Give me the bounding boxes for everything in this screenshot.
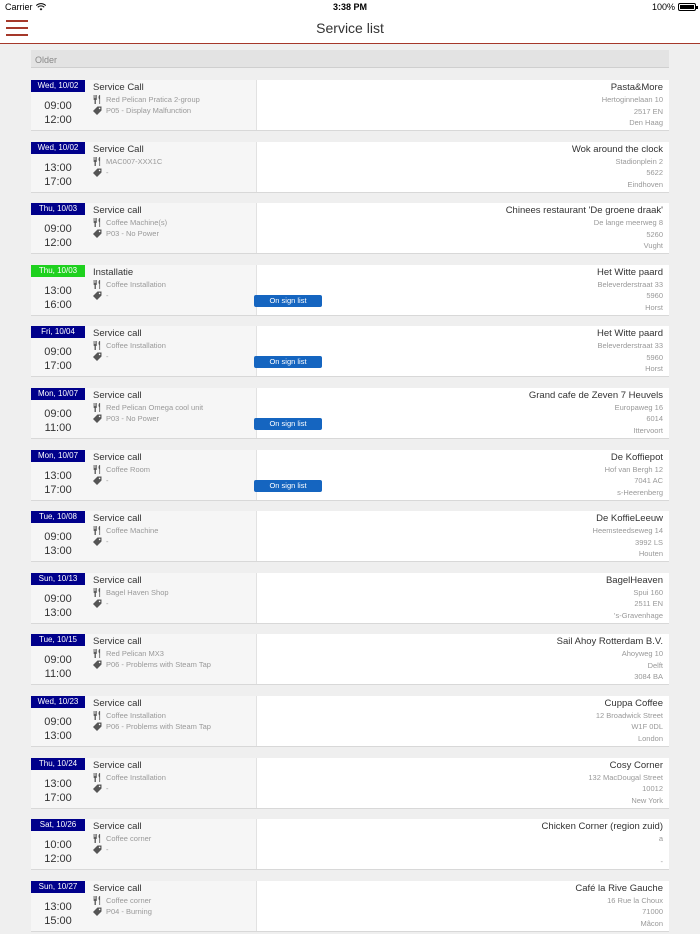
service-type: Service call: [93, 205, 142, 217]
time-range: [31, 715, 85, 743]
service-item[interactable]: [31, 511, 669, 562]
service-item-details: [31, 265, 257, 315]
address-line: -: [660, 857, 663, 867]
machine-row: [93, 95, 200, 104]
tag-icon: [93, 106, 102, 115]
date-badge: Wed, 10/23: [31, 696, 85, 708]
service-type: Service call: [93, 574, 142, 586]
date-badge: Sat, 10/26: [31, 819, 85, 831]
problem-row: [93, 168, 109, 177]
on-sign-list-button[interactable]: On sign list: [254, 295, 322, 307]
address-line: Mâcon: [640, 918, 663, 928]
tag-icon: [93, 352, 102, 361]
service-type: Service call: [93, 821, 142, 833]
customer-name: Het Witte paard: [597, 266, 663, 278]
service-item[interactable]: [31, 450, 669, 501]
end-time: 17:00: [44, 360, 72, 373]
problem-row: [93, 907, 152, 916]
machine-row: [93, 834, 151, 843]
end-time: 13:00: [44, 606, 72, 619]
customer-info: [602, 82, 663, 129]
customer-name: Cosy Corner: [609, 759, 663, 771]
end-time: 12:00: [44, 114, 72, 126]
on-sign-list-button[interactable]: On sign list: [254, 480, 322, 492]
section-header-older: Older: [31, 50, 669, 68]
tag-icon: [93, 537, 102, 546]
status-time: 3:38 PM: [332, 2, 367, 12]
address-line: s-Heerenberg: [617, 487, 663, 497]
address-line: 3992 LS: [635, 537, 663, 547]
machine-row: [93, 465, 150, 474]
address-line: 5622: [646, 168, 663, 178]
machine-label: Coffee Installation: [106, 710, 166, 720]
machine-row: [93, 218, 167, 227]
machine-label: Coffee corner: [106, 834, 152, 844]
service-item[interactable]: [31, 634, 669, 685]
machine-label: Coffee Installation: [106, 341, 166, 351]
problem-label: -: [106, 167, 109, 177]
address-line: 5960: [646, 352, 663, 362]
start-time: 13:00: [44, 777, 72, 790]
machine-row: [93, 526, 158, 535]
battery-percent: 100%: [651, 2, 675, 12]
service-item[interactable]: [31, 265, 669, 316]
service-item-details: [31, 203, 257, 253]
start-time: 09:00: [44, 592, 72, 605]
tag-icon: [93, 599, 102, 608]
cutlery-icon: [93, 773, 102, 782]
service-type: Service call: [93, 882, 142, 894]
address-line: Heemsteedseweg 14: [592, 526, 663, 536]
address-line: 10012: [642, 784, 663, 794]
start-time: 09:00: [44, 100, 72, 112]
machine-label: Coffee Machine: [106, 526, 159, 536]
address-line: 's-Gravenhage: [614, 610, 663, 620]
date-badge: Tue, 10/15: [31, 634, 85, 646]
address-line: Den Haag: [629, 118, 663, 127]
customer-info: [572, 144, 663, 191]
machine-label: MAC007-XXX1C: [106, 156, 163, 166]
service-item-details: [31, 450, 257, 500]
time-range: [31, 777, 85, 805]
tag-icon: [93, 907, 102, 916]
problem-label: P04 - Burning: [106, 906, 152, 916]
problem-label: P06 - Problems with Steam Tap: [106, 721, 211, 731]
start-time: 09:00: [44, 223, 72, 236]
start-time: 13:00: [44, 161, 72, 174]
machine-row: [93, 649, 164, 658]
date-badge: Mon, 10/07: [31, 388, 85, 400]
problem-row: [93, 414, 159, 423]
service-item-details: [31, 758, 257, 808]
machine-label: Red Pelican Omega cool unit: [106, 402, 204, 412]
time-range: [31, 592, 85, 620]
service-item-details: [31, 819, 257, 869]
customer-name: Chinees restaurant 'De groene draak': [505, 205, 663, 217]
machine-label: Red Pelican Pratica 2-group: [106, 95, 200, 104]
tag-icon: [93, 845, 102, 854]
address-line: Eindhoven: [627, 179, 663, 189]
problem-row: [93, 845, 109, 854]
problem-row: [93, 229, 159, 238]
time-range: [31, 222, 85, 250]
customer-info: [542, 821, 663, 868]
address-line: Ittervoort: [633, 425, 663, 435]
problem-row: [93, 352, 109, 361]
tag-icon: [93, 722, 102, 731]
address-line: Beleverderstraat 33: [597, 341, 663, 351]
menu-icon[interactable]: [6, 20, 28, 37]
customer-info: [606, 575, 663, 622]
time-range: [31, 99, 85, 127]
machine-row: [93, 711, 166, 720]
time-range: [31, 161, 85, 189]
start-time: 10:00: [44, 839, 72, 852]
customer-name: BagelHeaven: [605, 574, 663, 586]
address-line: Stadionplein 2: [615, 156, 663, 166]
date-badge: Tue, 10/08: [31, 511, 85, 523]
machine-label: Red Pelican MX3: [106, 649, 164, 659]
machine-row: [93, 341, 166, 350]
customer-info: [588, 760, 663, 807]
start-time: 13:00: [44, 900, 72, 913]
address-line: Hof van Bergh 12: [604, 464, 663, 474]
service-item[interactable]: [31, 326, 669, 377]
machine-label: Coffee Room: [106, 464, 151, 474]
end-time: 17:00: [44, 791, 72, 804]
customer-name: Wok around the clock: [571, 143, 663, 155]
address-line: 7041 AC: [634, 476, 663, 486]
end-time: 16:00: [44, 298, 72, 311]
on-sign-list-button[interactable]: On sign list: [254, 356, 322, 368]
machine-label: Coffee Installation: [106, 772, 166, 782]
problem-label: -: [106, 598, 109, 608]
service-type: Service call: [93, 328, 142, 340]
address-line: 2517 EN: [633, 106, 663, 116]
problem-label: -: [106, 290, 109, 300]
address-line: Houten: [638, 549, 663, 559]
customer-name: Pasta&More: [610, 82, 663, 93]
address-line: 16 Rue la Choux: [607, 895, 663, 905]
service-item[interactable]: [31, 80, 669, 131]
problem-label: -: [106, 845, 109, 855]
date-badge: Mon, 10/07: [31, 450, 85, 462]
cutlery-icon: [93, 588, 102, 597]
service-type: Service call: [93, 636, 142, 648]
end-time: 17:00: [44, 483, 72, 496]
service-item-details: [31, 326, 257, 376]
service-type: Service call: [93, 513, 142, 525]
tag-icon: [93, 229, 102, 238]
problem-label: -: [106, 352, 109, 362]
service-type: Service call: [93, 389, 142, 401]
machine-row: [93, 588, 169, 597]
address-line: W1F 0DL: [631, 722, 663, 732]
machine-row: [93, 896, 151, 905]
problem-label: P03 - No Power: [106, 413, 159, 423]
problem-row: [93, 106, 191, 115]
cutlery-icon: [93, 896, 102, 905]
date-badge: Fri, 10/04: [31, 326, 85, 338]
service-item-details: [31, 388, 257, 438]
end-time: 13:00: [44, 729, 72, 742]
machine-label: Coffee Installation: [106, 279, 166, 289]
customer-info: [506, 205, 663, 252]
tag-icon: [93, 414, 102, 423]
address-line: 5960: [646, 291, 663, 301]
service-type: Service Call: [93, 82, 144, 93]
date-badge: Sun, 10/27: [31, 881, 85, 893]
problem-label: P06 - Problems with Steam Tap: [106, 660, 211, 670]
tag-icon: [93, 168, 102, 177]
date-badge: Thu, 10/24: [31, 758, 85, 770]
problem-row: [93, 660, 211, 669]
address-line: 132 MacDougal Street: [588, 772, 663, 782]
address-line: Spui 160: [633, 587, 663, 597]
date-badge: Wed, 10/02: [31, 142, 85, 154]
service-item[interactable]: [31, 758, 669, 809]
service-item-details: [31, 573, 257, 623]
problem-row: [93, 784, 109, 793]
cutlery-icon: [93, 403, 102, 412]
address-line: 2511 EN: [634, 599, 663, 609]
service-item-details: [31, 80, 257, 130]
machine-row: [93, 280, 166, 289]
end-time: 12:00: [44, 853, 72, 866]
machine-label: Coffee Machine(s): [106, 218, 168, 228]
customer-info: [529, 390, 663, 437]
service-item-details: [31, 634, 257, 684]
customer-info: [593, 513, 663, 560]
tag-icon: [93, 784, 102, 793]
address-line: 3084 BA: [634, 672, 663, 682]
cutlery-icon: [93, 711, 102, 720]
date-badge: Thu, 10/03: [31, 265, 85, 277]
start-time: 09:00: [44, 407, 72, 420]
service-item[interactable]: [31, 388, 669, 439]
cutlery-icon: [93, 280, 102, 289]
address-line: Horst: [645, 302, 663, 312]
date-badge: Wed, 10/02: [31, 80, 85, 92]
service-type: Service call: [93, 451, 142, 463]
service-type: Service call: [93, 697, 142, 709]
problem-label: -: [106, 783, 109, 793]
customer-name: Grand cafe de Zeven 7 Heuvels: [528, 389, 663, 401]
problem-row: [93, 476, 109, 485]
service-item-details: [31, 696, 257, 746]
machine-row: [93, 157, 162, 166]
service-item[interactable]: [31, 881, 669, 932]
service-item[interactable]: [31, 142, 669, 193]
problem-label: -: [106, 475, 109, 485]
problem-row: [93, 537, 109, 546]
cutlery-icon: [93, 218, 102, 227]
machine-row: [93, 403, 203, 412]
start-time: 13:00: [44, 469, 72, 482]
end-time: 13:00: [44, 545, 72, 558]
time-range: [31, 653, 85, 681]
carrier-label: Carrier: [5, 2, 33, 12]
service-item-details: [31, 511, 257, 561]
address-line: Beleverderstraat 33: [597, 279, 663, 289]
start-time: 09:00: [44, 715, 72, 728]
nav-bar: [0, 14, 700, 44]
tag-icon: [93, 660, 102, 669]
service-type: Installatie: [93, 266, 134, 278]
customer-info: [557, 636, 663, 683]
machine-label: Coffee corner: [106, 895, 152, 905]
address-line: a: [658, 834, 663, 844]
address-line: [542, 845, 663, 857]
end-time: 15:00: [44, 914, 72, 927]
start-time: 09:00: [44, 346, 72, 359]
address-line: Horst: [645, 364, 663, 374]
problem-label: P05 - Display Malfunction: [106, 106, 192, 115]
address-line: Europaweg 16: [614, 402, 663, 412]
cutlery-icon: [93, 95, 102, 104]
battery-icon: [678, 3, 696, 11]
cutlery-icon: [93, 341, 102, 350]
address-line: London: [637, 733, 663, 743]
end-time: 11:00: [44, 421, 72, 434]
address-line: 12 Broadwick Street: [595, 710, 663, 720]
cutlery-icon: [93, 649, 102, 658]
customer-name: Sail Ahoy Rotterdam B.V.: [556, 636, 663, 648]
cutlery-icon: [93, 465, 102, 474]
service-item[interactable]: [31, 573, 669, 624]
time-range: [31, 469, 85, 497]
service-item-details: [31, 142, 257, 192]
end-time: 12:00: [44, 237, 72, 250]
problem-label: P03 - No Power: [106, 229, 159, 239]
start-time: 09:00: [44, 531, 72, 544]
customer-name: Café la Rive Gauche: [575, 882, 663, 894]
address-line: Hertoginnelaan 10: [601, 95, 663, 104]
customer-name: Cuppa Coffee: [604, 697, 663, 709]
on-sign-list-button[interactable]: On sign list: [254, 418, 322, 430]
customer-name: De Koffiepot: [610, 451, 663, 463]
address-line: 71000: [642, 907, 663, 917]
customer-name: De KoffieLeeuw: [596, 513, 663, 525]
address-line: Ahoyweg 10: [621, 649, 663, 659]
service-type: Service call: [93, 759, 142, 771]
service-item[interactable]: [31, 819, 669, 870]
address-line: Vught: [643, 241, 663, 251]
address-line: New York: [631, 795, 663, 805]
address-line: De lange meerweg 8: [593, 218, 663, 228]
customer-info: [575, 883, 663, 930]
machine-label: Bagel Haven Shop: [106, 587, 169, 597]
customer-info: [605, 452, 663, 499]
start-time: 13:00: [44, 284, 72, 297]
end-time: 11:00: [44, 668, 72, 681]
battery-info: [652, 2, 696, 12]
cutlery-icon: [93, 834, 102, 843]
service-item[interactable]: [31, 696, 669, 747]
customer-info: [597, 328, 663, 375]
customer-name: Het Witte paard: [597, 328, 663, 340]
address-line: Delft: [647, 660, 663, 670]
tag-icon: [93, 476, 102, 485]
problem-row: [93, 722, 211, 731]
date-badge: Thu, 10/03: [31, 203, 85, 215]
time-range: [31, 345, 85, 373]
date-badge: Sun, 10/13: [31, 573, 85, 585]
problem-label: -: [106, 537, 109, 547]
address-line: 6014: [646, 414, 663, 424]
machine-row: [93, 773, 166, 782]
customer-info: [597, 267, 663, 314]
service-type: Service Call: [93, 143, 144, 155]
service-list: [31, 80, 669, 934]
start-time: 09:00: [44, 654, 72, 667]
problem-row: [93, 291, 109, 300]
cutlery-icon: [93, 526, 102, 535]
problem-row: [93, 599, 109, 608]
customer-name: Chicken Corner (region zuid): [541, 821, 663, 833]
tag-icon: [93, 291, 102, 300]
time-range: [31, 530, 85, 558]
customer-info: [596, 698, 663, 745]
time-range: [31, 407, 85, 435]
service-item-details: [31, 881, 257, 931]
time-range: [31, 284, 85, 312]
time-range: [31, 838, 85, 866]
service-item[interactable]: [31, 203, 669, 254]
time-range: [31, 900, 85, 928]
status-bar: [0, 0, 700, 14]
address-line: 5260: [646, 229, 663, 239]
page-title: Service list: [316, 20, 384, 36]
end-time: 17:00: [44, 175, 72, 188]
cutlery-icon: [93, 157, 102, 166]
